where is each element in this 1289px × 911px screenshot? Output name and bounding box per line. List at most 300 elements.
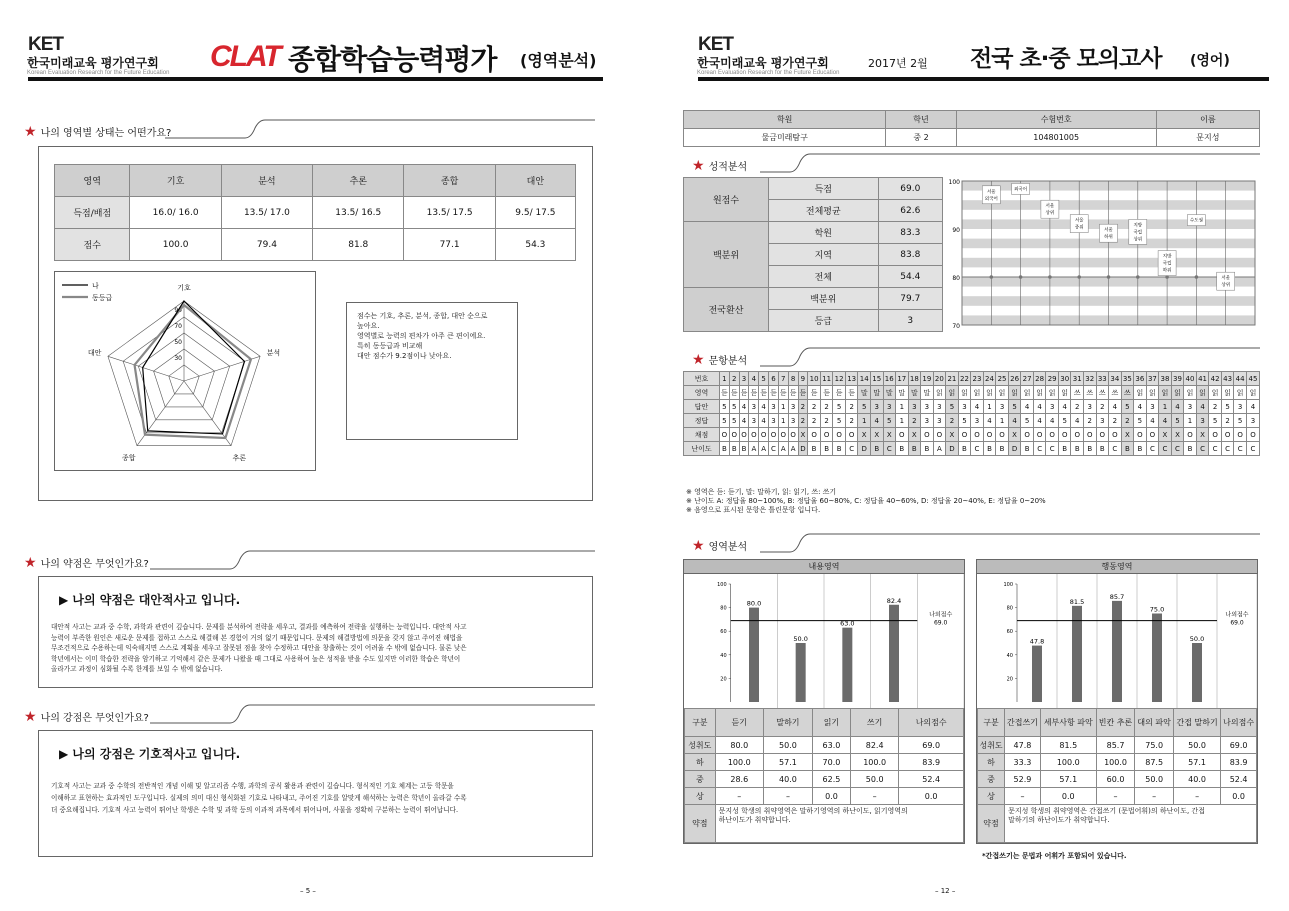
content-area-panel [683,559,965,844]
area-cell: 0.0 [1221,788,1257,805]
item-cell: O [788,428,798,442]
item-cell: O [933,428,946,442]
section-heading: ★ 영역분석 [692,537,748,554]
item-cell: O [1209,428,1222,442]
item-cell: 16 [883,372,896,386]
item-cell: 1 [778,400,788,414]
area-cell: 50.0 [850,771,898,788]
item-cell: 4 [1058,400,1071,414]
radar-tick-label: 30 [174,355,182,362]
radar-axis-label: 대안 [87,348,102,357]
item-cell: 3 [769,414,779,428]
item-cell: 4 [1033,414,1046,428]
item-cell: O [1246,428,1259,442]
item-cell: 19 [921,372,934,386]
star-icon: ★ [24,123,37,140]
item-cell: B [833,442,846,456]
area-cell: 상 [978,788,1005,805]
item-cell: O [1234,428,1247,442]
item-cell: 쓰 [1096,386,1109,400]
item-cell: 13 [845,372,858,386]
item-cell: O [1033,428,1046,442]
item-cell: 29 [1046,372,1059,386]
item-cell: 4 [1171,400,1184,414]
item-cell: 5 [1221,400,1234,414]
item-cell: 45 [1246,372,1259,386]
item-cell: 10 [808,372,821,386]
item-cell: 쓰 [1121,386,1134,400]
item-cell: O [1146,428,1159,442]
item-cell: 읽 [1134,386,1147,400]
item-cell: 3 [1146,400,1159,414]
item-cell: 27 [1021,372,1034,386]
item-cell: 말 [921,386,934,400]
item-cell: O [1071,428,1084,442]
section-divider [150,703,595,725]
item-cell: A [933,442,946,456]
item-cell: 3 [1196,414,1209,428]
item-cell: O [845,428,858,442]
item-cell: O [896,428,909,442]
footnote: *간접쓰기는 문법과 어휘가 포함되어 있습니다. [982,852,1127,860]
item-cell: C [769,442,779,456]
item-cell: 2 [1121,414,1134,428]
area-cell: 62.5 [812,771,850,788]
item-cell: 35 [1121,372,1134,386]
item-cell: 5 [833,400,846,414]
area-tick-label: 40 [1006,652,1013,659]
my-score-label: 나의점수 [929,611,953,619]
item-cell: B [729,442,739,456]
clat-logo: CLAT [210,40,280,73]
item-cell: 4 [1159,414,1172,428]
org-name-en: Korean Evaluation Research for the Future Education [27,70,170,76]
item-cell: O [820,428,833,442]
area-cell: 75.0 [1135,737,1174,754]
item-cell: 말 [883,386,896,400]
page-title: 종합학습능력평가 [288,43,497,76]
item-cell: A [788,442,798,456]
ket-logo: KET [698,34,733,55]
item-cell: 1 [858,414,871,428]
area-bar-label: 63.0 [840,619,855,628]
item-cell: 4 [1196,400,1209,414]
item-cell: O [749,428,759,442]
area-cell: 나의점수 [1221,709,1257,737]
item-cell: 읽 [1171,386,1184,400]
item-cell: 5 [1008,400,1021,414]
item-cell: 듣 [778,386,788,400]
item-cell: 2 [808,400,821,414]
item-cell: 5 [720,414,730,428]
area-bar-label: 50.0 [793,635,808,643]
item-cell: 3 [933,400,946,414]
item-cell: 듣 [759,386,769,400]
page-number: – 5 – [300,887,316,895]
item-cell: 3 [769,400,779,414]
item-cell: 3 [788,400,798,414]
weak-label: 약점 [685,805,716,843]
section-divider [760,532,1260,554]
item-cell: X [870,428,883,442]
item-cell: A [759,442,769,456]
item-cell: 읽 [1234,386,1247,400]
item-cell: B [870,442,883,456]
item-cell: 4 [749,372,759,386]
item-cell: 3 [908,400,921,414]
item-cell: C [1146,442,1159,456]
item-cell: O [1084,428,1097,442]
item-cell: 5 [1171,414,1184,428]
item-cell: 3 [971,414,984,428]
item-cell: D [798,442,808,456]
item-cell: B [1021,442,1034,456]
item-cell: X [908,428,921,442]
item-cell: 읽 [1209,386,1222,400]
item-cell: 2 [808,414,821,428]
item-cell: B [1121,442,1134,456]
item-cell: 5 [720,400,730,414]
item-cell: 듣 [798,386,808,400]
item-cell: C [845,442,858,456]
item-cell: O [778,428,788,442]
item-cell: X [858,428,871,442]
item-cell: 17 [896,372,909,386]
rank-label: 수도권 [1189,218,1203,224]
comment-box: 점수는 기호, 추론, 분석, 종합, 대안 순으로 높아요. 영역별로 능력의 편차가 아주 큰 편이에요. 특히 동등급과 비교해 대안 점수가 9.2점이나 낮아요. [346,302,518,440]
area-cell: 100.0 [715,754,763,771]
section-divider [150,549,595,571]
item-cell: 3 [921,414,934,428]
area-cell: 말하기 [763,709,812,737]
item-cell: 2 [798,414,808,428]
item-cell: 말 [908,386,921,400]
radar-tick-label: 90 [174,307,182,314]
item-cell: 11 [820,372,833,386]
panel-title: 내용영역 [684,560,964,574]
rank-label: 서울 [1104,228,1113,234]
item-cell: O [1046,428,1059,442]
item-cell: 3 [870,400,883,414]
legend-label: 나 [92,282,99,290]
rank-tick-label: 70 [952,323,960,330]
item-cell: A [778,442,788,456]
item-cell: B [739,442,749,456]
item-cell: O [729,428,739,442]
item-cell: 3 [996,400,1009,414]
item-cell: 3 [933,414,946,428]
item-cell: 32 [1084,372,1097,386]
item-cell: 4 [983,414,996,428]
item-cell: 읽 [1046,386,1059,400]
item-cell: 3 [749,414,759,428]
item-cell: 2 [908,414,921,428]
item-cell: 듣 [729,386,739,400]
radar-chart [54,271,316,471]
item-cell: 34 [1109,372,1122,386]
student-info-table: 학원 학년 수험번호 이름 물금미래탐구 중 2 104801005 문지성 [683,110,1260,147]
area-table [977,708,1257,843]
rank-label: 외국어 [984,196,998,202]
item-cell: X [1121,428,1134,442]
item-cell: 듣 [788,386,798,400]
item-cell: 5 [1234,414,1247,428]
area-cell: 성취도 [685,737,716,754]
item-cell: 18 [908,372,921,386]
area-cell: 나의점수 [899,709,964,737]
item-cell: 읽 [933,386,946,400]
area-cell: 69.0 [1221,737,1257,754]
area-tick-label: 60 [1006,629,1013,636]
item-cell: 듣 [820,386,833,400]
item-cell: 2 [1209,400,1222,414]
score-table: 영역 기호 분석 추론 종합 대안 득점/배점 16.0/ 16.0 13.5/ 17.0 13.5/ 16.5 13.5/ 17.5 9.5/ 17.5 점수 100.0 79.4 81.8 77.1 54.3 [54,164,576,261]
item-cell: D [858,442,871,456]
item-cell: 4 [1134,400,1147,414]
item-cell: C [1171,442,1184,456]
item-cell: 듣 [845,386,858,400]
item-cell: 5 [1121,400,1134,414]
item-cell: O [921,428,934,442]
item-cell: C [1033,442,1046,456]
area-cell: 40.0 [1173,771,1220,788]
item-cell: 3 [788,414,798,428]
left-page [0,0,625,911]
rank-label: 상위 [1045,211,1055,217]
area-tick-label: 20 [720,676,727,683]
item-cell: 듣 [769,386,779,400]
area-cell: 간접 말하기 [1173,709,1220,737]
item-cell: 4 [739,400,749,414]
item-cell: 15 [870,372,883,386]
item-cell: 8 [788,372,798,386]
org-name: 한국미래교육 평가연구회 [27,56,159,70]
item-cell: 2 [820,400,833,414]
area-cell: 100.0 [850,754,898,771]
area-cell: 70.0 [812,754,850,771]
item-cell: B [921,442,934,456]
item-cell: 4 [1008,414,1021,428]
area-tick-label: 20 [1006,676,1013,683]
item-cell: 쓰 [1084,386,1097,400]
item-cell: C [971,442,984,456]
rank-label: 국립 [1133,230,1143,236]
item-cell: X [883,428,896,442]
item-cell: 2 [820,414,833,428]
header-rule [28,77,603,81]
item-cell: 듣 [720,386,730,400]
area-bar [1192,643,1202,702]
item-cell: D [1008,442,1021,456]
item-cell: 5 [833,414,846,428]
area-cell: 구분 [978,709,1005,737]
area-cell: 50.0 [1135,771,1174,788]
item-cell: 9 [798,372,808,386]
item-cell: 3 [749,400,759,414]
item-cell: 말 [896,386,909,400]
area-tick-label: 100 [1003,582,1013,588]
area-bar-label: 47.8 [1029,637,1045,646]
item-cell: 3 [739,372,749,386]
item-cell: 36 [1134,372,1147,386]
area-tick-label: 60 [720,629,727,636]
item-cell: O [808,428,821,442]
item-cell: 4 [759,400,769,414]
area-tick-label: 80 [720,605,727,612]
area-cell: 82.4 [850,737,898,754]
area-cell: 0.0 [899,788,964,805]
section-divider [165,118,595,140]
item-cell: 듣 [833,386,846,400]
area-cell: – [1096,788,1135,805]
item-cell: 읽 [983,386,996,400]
item-cell: 쓰 [1071,386,1084,400]
area-bar [1152,614,1162,703]
item-cell: X [946,428,959,442]
item-cell: C [883,442,896,456]
area-cell: 100.0 [1040,754,1096,771]
item-cell: B [1096,442,1109,456]
item-cell: 3 [1184,400,1197,414]
rank-tick-label: 90 [952,227,960,234]
item-cell: C [1246,442,1259,456]
item-cell: O [971,428,984,442]
item-cell: O [1184,428,1197,442]
area-bar [749,608,759,702]
area-cell: 읽기 [812,709,850,737]
area-cell: 47.8 [1005,737,1041,754]
item-cell: 듣 [749,386,759,400]
exam-date: 2017년 2월 [868,57,928,70]
area-cell: – [1135,788,1174,805]
item-cell: 4 [1033,400,1046,414]
star-icon: ★ [24,708,37,725]
item-cell: C [1196,442,1209,456]
area-bar [889,605,899,702]
item-cell: 1 [778,414,788,428]
item-cell: B [1084,442,1097,456]
area-cell: 57.1 [1173,754,1220,771]
area-cell: 83.9 [899,754,964,771]
my-score-label: 69.0 [1230,619,1244,627]
area-cell: 0.0 [1040,788,1096,805]
area-cell: 57.1 [1040,771,1096,788]
item-cell: 3 [1246,414,1259,428]
section-heading: ★ 나의 약점은 무엇인가요? [24,554,149,571]
area-bar-label: 50.0 [1189,635,1205,643]
item-cell: 3 [1084,400,1097,414]
item-cell: 14 [858,372,871,386]
area-tick-label: 40 [720,652,727,659]
item-cell: 7 [778,372,788,386]
rank-label: 상위 [1221,283,1231,289]
section-heading: ★ 문항분석 [692,351,748,368]
item-cell: 4 [759,414,769,428]
item-cell: 2 [1096,400,1109,414]
item-cell: 3 [1234,400,1247,414]
item-cell: 40 [1184,372,1197,386]
rank-tick-label: 100 [948,179,960,186]
my-score-label: 69.0 [933,619,948,627]
star-icon: ★ [692,157,705,174]
area-bar-label: 80.0 [746,599,762,608]
item-notes: ※ 영역은 듣: 듣기, 말: 말하기, 읽: 읽기, 쓰: 쓰기 ※ 난이도 A: 정답율 80~100%, B: 정답율 60~80%, C: 정답율 40~60%, D: 정답율 20~40%, E: 정답율 0~20% ※ 음영으로 표시된 문항은 틀린문항 입니다. [686,488,1046,514]
rank-label: 서울 [1074,218,1084,224]
item-cell: 5 [1058,414,1071,428]
item-row-label: 정답 [684,414,720,428]
item-cell: C [1109,442,1122,456]
item-cell: 44 [1234,372,1247,386]
item-cell: 24 [983,372,996,386]
rank-label: 서울 [1045,204,1055,210]
radar-axis-label: 분석 [266,348,281,357]
area-bar [1032,646,1042,702]
item-cell: 읽 [1159,386,1172,400]
area-tick-label: 80 [1006,605,1013,612]
area-cell: – [763,788,812,805]
area-cell: 쓰기 [850,709,898,737]
item-cell: 39 [1171,372,1184,386]
item-cell: 20 [933,372,946,386]
item-cell: 4 [870,414,883,428]
item-cell: 읽 [946,386,959,400]
item-cell: 21 [946,372,959,386]
item-cell: O [1109,428,1122,442]
ket-logo: KET [28,34,63,55]
radar-tick-label: 50 [174,339,182,346]
item-cell: A [749,442,759,456]
item-cell: 읽 [1246,386,1259,400]
area-bar [1112,601,1122,702]
item-cell: 42 [1209,372,1222,386]
area-cell: 63.0 [812,737,850,754]
item-row-label: 번호 [684,372,720,386]
weak-text: 문지성 학생의 취약영역은 말하기영역의 하난이도, 읽기영역의 하난이도가 취약합니다. [715,805,963,843]
item-cell: 읽 [1146,386,1159,400]
area-cell: 28.6 [715,771,763,788]
rank-tick-label: 80 [952,275,960,282]
item-cell: 28 [1033,372,1046,386]
item-cell: 1 [896,414,909,428]
item-cell: 5 [729,400,739,414]
item-cell: 41 [1196,372,1209,386]
item-cell: 37 [1146,372,1159,386]
item-cell: 듣 [739,386,749,400]
item-cell: C [1209,442,1222,456]
item-row-label: 답안 [684,400,720,414]
area-cell: – [715,788,763,805]
area-table [684,708,964,843]
area-cell: 세부사항 파악 [1040,709,1096,737]
item-cell: O [1221,428,1234,442]
area-cell: 52.9 [1005,771,1041,788]
item-cell: B [720,442,730,456]
item-cell: 읽 [1033,386,1046,400]
item-cell: 5 [1134,414,1147,428]
my-score-label: 나의점수 [1225,611,1249,619]
area-bar-label: 81.5 [1069,597,1085,606]
item-cell: B [1134,442,1147,456]
page-number: – 12 – [935,887,956,895]
item-cell: B [1058,442,1071,456]
panel-title: 행동영역 [977,560,1257,574]
item-cell: B [1071,442,1084,456]
strength-box: ▶ 나의 강점은 기호적사고 입니다. 기호적 사고는 교과 중 수학의 전반적인 개념 이해 및 알고리즘 수행, 과학의 공식 활용과 관련이 깊습니다. 형식적인 기호 체계는 고등 학문을 이해하고 표현하는 효과적인 도구입니다. 실제의 의미 대신 형식화된 기호로 나타내고, 주어진 기호를 알맞게 해석하는 능력은 학년이 올라갈 수록 더 중요해집니다. 기호적 사고 능력이 뛰어난 학생은 수학 및 과학 등의 이과적 과목에서 뛰어나며, 사물을 정확히 구분하는 능력이 뛰어납니다. [38,730,593,857]
radar-axis-label: 추론 [232,454,247,463]
area-cell: 81.5 [1040,737,1096,754]
item-cell: 말 [870,386,883,400]
area-cell: 87.5 [1135,754,1174,771]
